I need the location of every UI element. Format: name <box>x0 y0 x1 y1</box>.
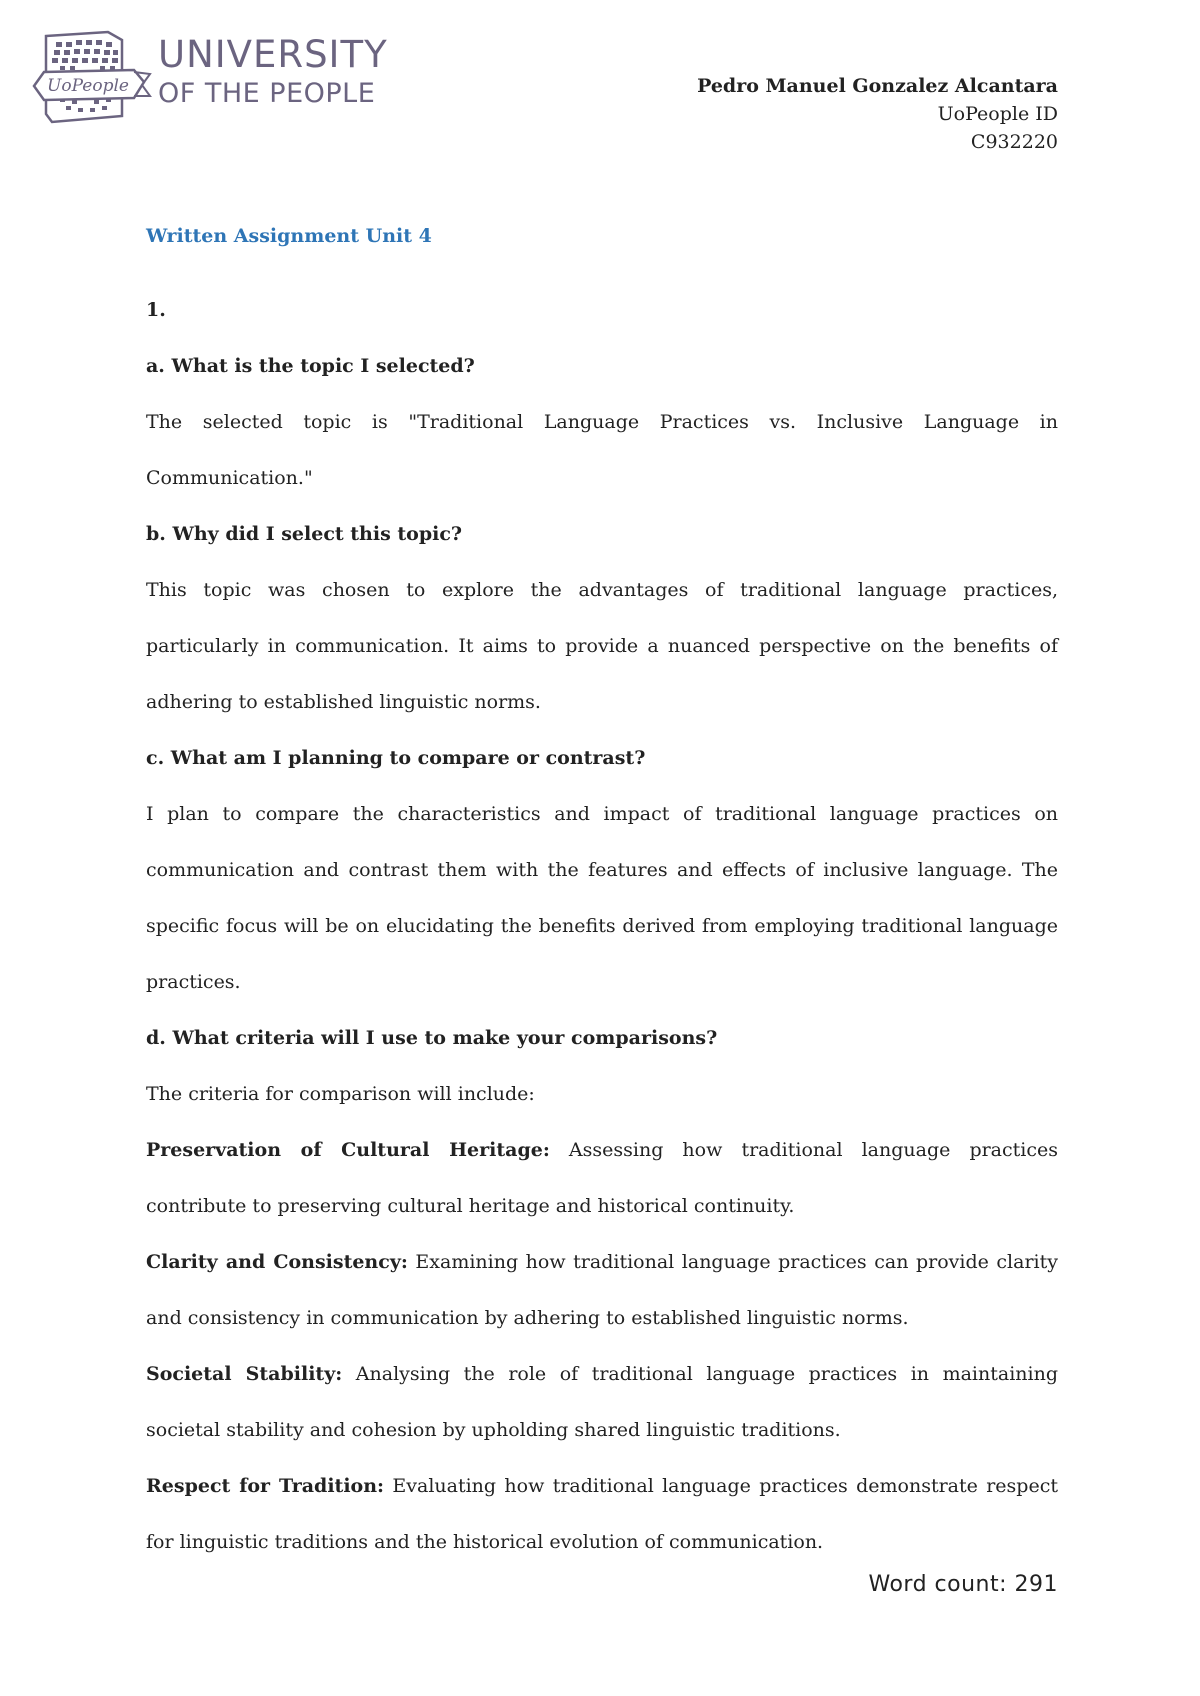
question-b: b. Why did I select this topic? <box>146 523 463 545</box>
criterion-text: Evaluating how traditional language practices demonstrate respect for linguistic traditions and the historical evolution of communication. <box>146 1475 1058 1553</box>
criterion-societal-stability <box>146 1346 1058 1458</box>
logo-badge-text: UoPeople <box>47 76 129 96</box>
student-info <box>697 72 1058 156</box>
word-count: Word count: 291 <box>868 1572 1058 1597</box>
criterion-text: Examining how traditional language practices can provide clarity and consistency in communication by adhering to established linguistic norms. <box>146 1251 1058 1329</box>
criterion-clarity-consistency <box>146 1234 1058 1346</box>
uopeople-seal-icon <box>30 30 154 126</box>
criterion-label: Preservation of Cultural Heritage: <box>146 1139 550 1161</box>
criterion-text: Analysing the role of traditional language practices in maintaining societal stability and cohesion by upholding shared linguistic traditions. <box>146 1363 1058 1441</box>
answer-b: This topic was chosen to explore the advantages of traditional language practices, particularly in communication. It aims to provide a nuanced perspective on the benefits of adhering to established linguistic norms. <box>146 579 1058 713</box>
answer-a: The selected topic is "Traditional Language Practices vs. Inclusive Language in Communication." <box>146 411 1058 489</box>
logo-line-university: UNIVERSITY <box>158 33 388 76</box>
university-logo <box>30 30 410 126</box>
student-name: Pedro Manuel Gonzalez Alcantara <box>697 75 1058 97</box>
criterion-respect-tradition <box>146 1458 1058 1570</box>
criterion-label: Clarity and Consistency: <box>146 1251 408 1273</box>
answer-c: I plan to compare the characteristics and impact of traditional language practices on communication and contrast them with the features and effects of inclusive language. The specific focus will be on elucidating the benefits derived from employing traditional language practices. <box>146 803 1058 993</box>
document-title: Written Assignment Unit 4 <box>146 225 432 247</box>
question-a: a. What is the topic I selected? <box>146 355 475 377</box>
section-number: 1. <box>146 299 166 321</box>
question-d: d. What criteria will I use to make your comparisons? <box>146 1027 718 1049</box>
criterion-label: Societal Stability: <box>146 1363 343 1385</box>
answer-d: The criteria for comparison will include: <box>146 1083 535 1105</box>
criterion-label: Respect for Tradition: <box>146 1475 385 1497</box>
id-value: C932220 <box>970 131 1058 153</box>
document-body <box>146 208 1058 1570</box>
criterion-text: Assessing how traditional language practices contribute to preserving cultural heritage and historical continuity. <box>146 1139 1059 1217</box>
question-c: c. What am I planning to compare or contrast? <box>146 747 646 769</box>
logo-line-of-the-people: OF THE PEOPLE <box>158 78 376 109</box>
criterion-cultural-heritage <box>146 1122 1058 1234</box>
id-label: UoPeople ID <box>937 103 1058 125</box>
